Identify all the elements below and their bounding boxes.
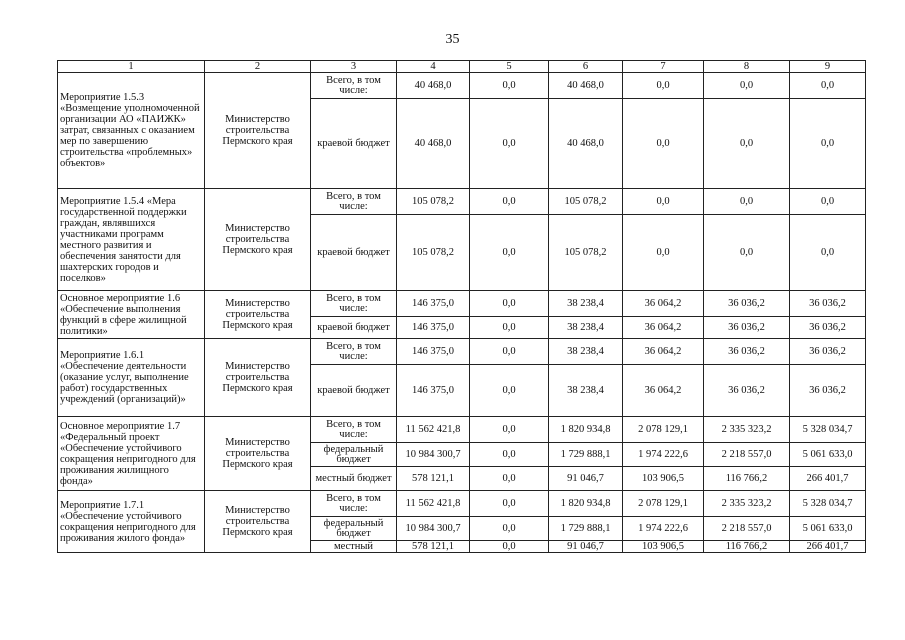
amount-cell: 0,0 (470, 317, 549, 339)
executor-cell: Министерство строительства Пермского края (205, 73, 311, 189)
column-header: 6 (549, 61, 623, 73)
table-row (58, 73, 866, 99)
funding-source-cell: краевой бюджет (311, 99, 397, 189)
amount-cell: 0,0 (623, 99, 704, 189)
column-header-row (58, 61, 866, 73)
amount-cell: 146 375,0 (397, 339, 470, 365)
amount-cell: 146 375,0 (397, 365, 470, 417)
table-row (58, 291, 866, 317)
amount-cell: 36 064,2 (623, 317, 704, 339)
column-header: 9 (790, 61, 866, 73)
amount-cell: 40 468,0 (397, 73, 470, 99)
amount-cell: 36 064,2 (623, 365, 704, 417)
amount-cell: 0,0 (704, 99, 790, 189)
column-header: 4 (397, 61, 470, 73)
table-row (58, 491, 866, 517)
amount-cell: 0,0 (470, 541, 549, 553)
table-row (58, 339, 866, 365)
amount-cell: 578 121,1 (397, 467, 470, 491)
column-header: 1 (58, 61, 205, 73)
amount-cell: 0,0 (470, 189, 549, 215)
amount-cell: 1 820 934,8 (549, 417, 623, 443)
executor-cell: Министерство строительства Пермского края (205, 491, 311, 553)
amount-cell: 0,0 (470, 99, 549, 189)
amount-cell: 36 036,2 (790, 317, 866, 339)
amount-cell: 0,0 (470, 491, 549, 517)
amount-cell: 578 121,1 (397, 541, 470, 553)
amount-cell: 0,0 (470, 365, 549, 417)
amount-cell: 1 974 222,6 (623, 443, 704, 467)
column-header: 5 (470, 61, 549, 73)
funding-source-cell: Всего, в том числе: (311, 189, 397, 215)
amount-cell: 0,0 (470, 73, 549, 99)
amount-cell: 38 238,4 (549, 365, 623, 417)
amount-cell: 1 729 888,1 (549, 443, 623, 467)
amount-cell: 10 984 300,7 (397, 517, 470, 541)
page-number: 35 (445, 32, 460, 47)
amount-cell: 0,0 (470, 339, 549, 365)
funding-source-cell: Всего, в том числе: (311, 73, 397, 99)
executor-cell: Министерство строительства Пермского края (205, 189, 311, 291)
column-header: 3 (311, 61, 397, 73)
amount-cell: 105 078,2 (397, 189, 470, 215)
amount-cell: 0,0 (704, 189, 790, 215)
amount-cell: 5 328 034,7 (790, 491, 866, 517)
amount-cell: 116 766,2 (704, 467, 790, 491)
amount-cell: 0,0 (470, 291, 549, 317)
amount-cell: 0,0 (623, 189, 704, 215)
amount-cell: 146 375,0 (397, 317, 470, 339)
amount-cell: 5 061 633,0 (790, 517, 866, 541)
amount-cell: 40 468,0 (549, 73, 623, 99)
funding-source-cell: федеральный бюджет (311, 517, 397, 541)
amount-cell: 11 562 421,8 (397, 417, 470, 443)
amount-cell: 0,0 (470, 517, 549, 541)
amount-cell: 36 036,2 (790, 291, 866, 317)
column-header: 2 (205, 61, 311, 73)
amount-cell: 105 078,2 (549, 189, 623, 215)
amount-cell: 1 974 222,6 (623, 517, 704, 541)
amount-cell: 103 906,5 (623, 467, 704, 491)
amount-cell: 116 766,2 (704, 541, 790, 553)
funding-source-cell: местный (311, 541, 397, 553)
funding-source-cell: Всего, в том числе: (311, 291, 397, 317)
activity-name-cell: Мероприятие 1.5.4 «Мера государственной поддержки граждан, являвшихся участниками программ местного развития и обеспечения занятости для шахтерских городов и поселков» (58, 189, 205, 291)
amount-cell: 0,0 (623, 73, 704, 99)
column-header: 7 (623, 61, 704, 73)
funding-source-cell: федеральный бюджет (311, 443, 397, 467)
amount-cell: 36 064,2 (623, 339, 704, 365)
amount-cell: 10 984 300,7 (397, 443, 470, 467)
executor-cell: Министерство строительства Пермского края (205, 291, 311, 339)
activity-name-cell: Мероприятие 1.7.1 «Обеспечение устойчивого сокращения непригодного для проживания жилого фонда» (58, 491, 205, 553)
amount-cell: 36 036,2 (704, 339, 790, 365)
amount-cell: 266 401,7 (790, 467, 866, 491)
amount-cell: 2 078 129,1 (623, 491, 704, 517)
table-row (58, 189, 866, 215)
amount-cell: 2 218 557,0 (704, 443, 790, 467)
amount-cell: 40 468,0 (549, 99, 623, 189)
amount-cell: 1 729 888,1 (549, 517, 623, 541)
amount-cell: 0,0 (704, 73, 790, 99)
funding-source-cell: Всего, в том числе: (311, 491, 397, 517)
funding-source-cell: Всего, в том числе: (311, 339, 397, 365)
amount-cell: 36 036,2 (704, 317, 790, 339)
activity-name-cell: Мероприятие 1.6.1 «Обеспечение деятельности (оказание услуг, выполнение работ) государственных учреждений (организаций)» (58, 339, 205, 417)
amount-cell: 38 238,4 (549, 317, 623, 339)
amount-cell: 103 906,5 (623, 541, 704, 553)
executor-cell: Министерство строительства Пермского края (205, 417, 311, 491)
amount-cell: 0,0 (790, 189, 866, 215)
table-row (58, 417, 866, 443)
amount-cell: 36 036,2 (704, 365, 790, 417)
amount-cell: 38 238,4 (549, 339, 623, 365)
amount-cell: 105 078,2 (397, 215, 470, 291)
amount-cell: 5 328 034,7 (790, 417, 866, 443)
amount-cell: 2 335 323,2 (704, 417, 790, 443)
budget-table (57, 60, 866, 553)
amount-cell: 146 375,0 (397, 291, 470, 317)
amount-cell: 0,0 (470, 443, 549, 467)
amount-cell: 2 335 323,2 (704, 491, 790, 517)
amount-cell: 91 046,7 (549, 541, 623, 553)
amount-cell: 40 468,0 (397, 99, 470, 189)
funding-source-cell: краевой бюджет (311, 215, 397, 291)
amount-cell: 105 078,2 (549, 215, 623, 291)
amount-cell: 2 078 129,1 (623, 417, 704, 443)
funding-source-cell: краевой бюджет (311, 365, 397, 417)
funding-source-cell: Всего, в том числе: (311, 417, 397, 443)
activity-name-cell: Основное мероприятие 1.7 «Федеральный проект «Обеспечение устойчивого сокращения непригодного для проживания жилищного фонда» (58, 417, 205, 491)
amount-cell: 2 218 557,0 (704, 517, 790, 541)
amount-cell: 36 036,2 (790, 365, 866, 417)
amount-cell: 0,0 (470, 215, 549, 291)
amount-cell: 0,0 (470, 467, 549, 491)
amount-cell: 0,0 (470, 417, 549, 443)
amount-cell: 266 401,7 (790, 541, 866, 553)
amount-cell: 1 820 934,8 (549, 491, 623, 517)
amount-cell: 36 064,2 (623, 291, 704, 317)
amount-cell: 11 562 421,8 (397, 491, 470, 517)
activity-name-cell: Основное мероприятие 1.6 «Обеспечение выполнения функций в сфере жилищной политики» (58, 291, 205, 339)
amount-cell: 91 046,7 (549, 467, 623, 491)
amount-cell: 38 238,4 (549, 291, 623, 317)
amount-cell: 0,0 (790, 73, 866, 99)
executor-cell: Министерство строительства Пермского края (205, 339, 311, 417)
amount-cell: 0,0 (790, 215, 866, 291)
funding-source-cell: краевой бюджет (311, 317, 397, 339)
activity-name-cell: Мероприятие 1.5.3 «Возмещение уполномоченной организации АО «ПАИЖК» затрат, связанных с оказанием мер по завершению строительства «проблемных» объектов» (58, 73, 205, 189)
amount-cell: 36 036,2 (704, 291, 790, 317)
amount-cell: 0,0 (790, 99, 866, 189)
funding-source-cell: местный бюджет (311, 467, 397, 491)
amount-cell: 36 036,2 (790, 339, 866, 365)
amount-cell: 5 061 633,0 (790, 443, 866, 467)
column-header: 8 (704, 61, 790, 73)
amount-cell: 0,0 (704, 215, 790, 291)
amount-cell: 0,0 (623, 215, 704, 291)
